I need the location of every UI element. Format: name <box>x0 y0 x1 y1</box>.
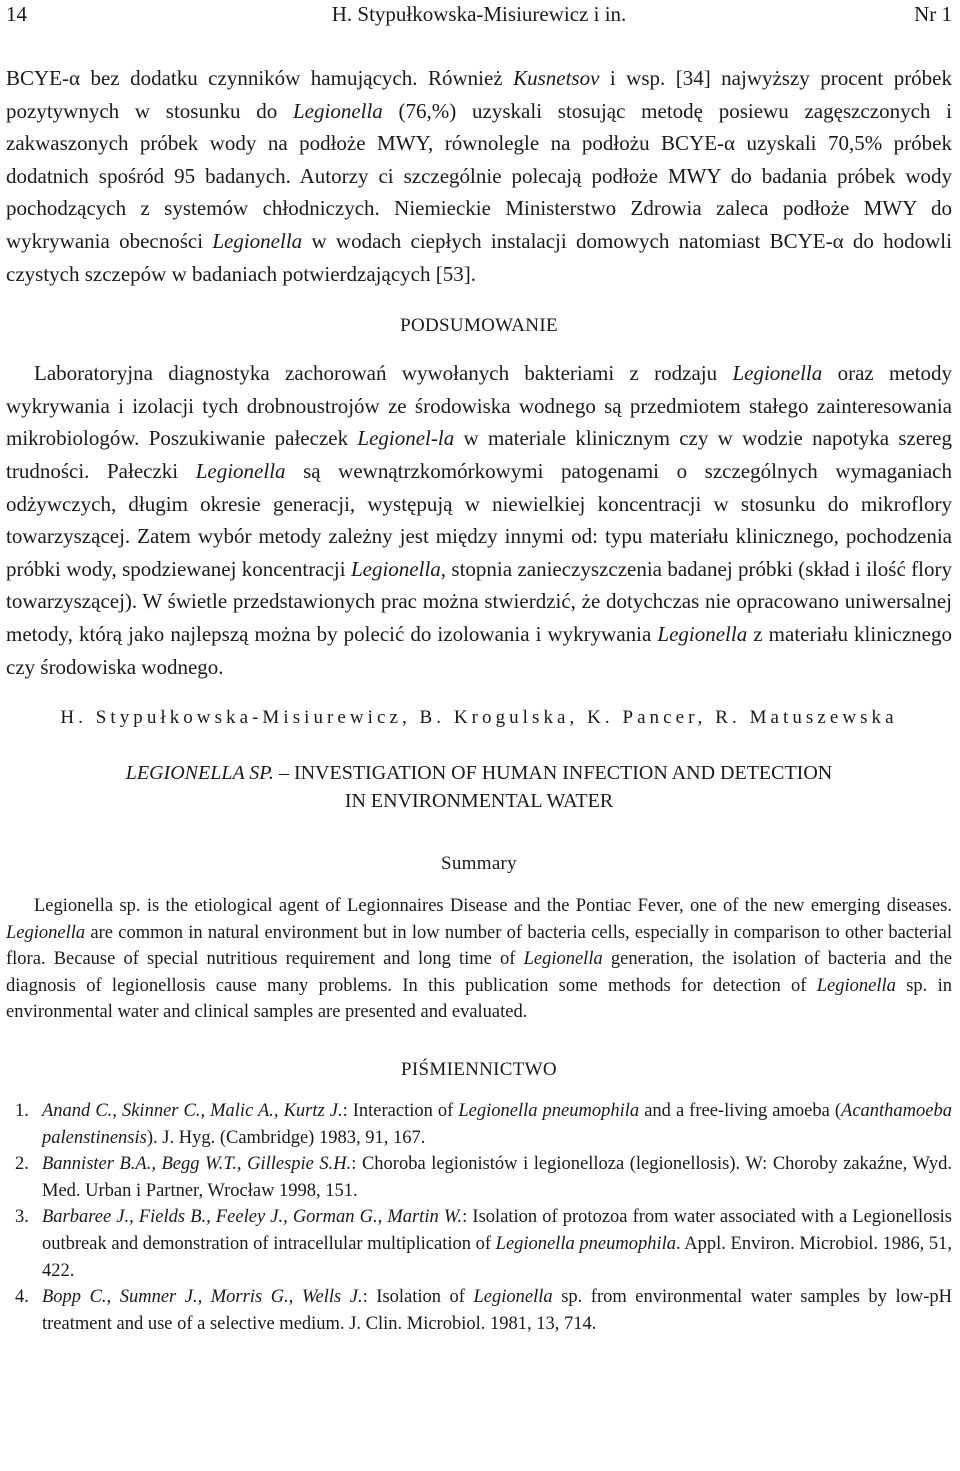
page-number: 14 <box>6 2 27 26</box>
article-body <box>6 62 952 1337</box>
paragraph-podsumowanie: Laboratoryjna diagnostyka zachorowań wywołanych bakteriami z rodzaju Legionella oraz metody wykrywania i izolacji tych drobnoustrojów ze środowiska wodnego są przedmiotem stałego zainteresowania mikrobiologów. Poszukiwanie pałeczek Legionel-la w materiale klinicznym czy w wodzie napotyka szereg trudności. Pałeczki Legionella są wewnątrzkomórkowymi patogenami o szczególnych wymaganiach odżywczych, długim okresie generacji, występują w niewielkiej koncentracji w stosunku do mikroflory towarzyszącej. Zatem wybór metody zależny jest między innymi od: typu materiału klinicznego, pochodzenia próbki wody, spodziewanej koncentracji Legionella, stopnia zanieczyszczenia badanej próbki (skład i ilość flory towarzyszącej). W świetle przedstawionych prac można stwierdzić, że dotychczas nie opracowano uniwersalnej metody, którą jako najlepszą można by polecić do izolowania i wykrywania Legionella z materiału klinicznego czy środowiska wodnego. <box>6 361 953 679</box>
reference-item: 2. Bannister B.A., Begg W.T., Gillespie S.H.: Choroba legionistów i legionelloza (legionellosis). W: Choroby zakaźne, Wyd. Med. Urban i Partner, Wrocław 1998, 151. <box>15 1154 952 1201</box>
english-authors: H. Stypułkowska-Misiurewicz, B. Krogulska, K. Pancer, R. Matuszewska <box>60 707 898 729</box>
summary-paragraph: Legionella sp. is the etiological agent of Legionnaires Disease and the Pontiac Fever, one of the new emerging diseases. Legionella are common in natural environment but in low number of bacteria cells, especially in comparison to other bacterial flora. Because of special nutritious requirement and long time of Legionella generation, the isolation of bacteria and the diagnosis of legionellosis cause many problems. In this publication some methods for detection of Legionella sp. in environmental water and clinical samples are presented and evaluated. <box>6 896 952 1023</box>
section-heading-podsumowanie: PODSUMOWANIE <box>400 315 558 337</box>
running-header <box>6 2 952 32</box>
reference-item: 1. Anand C., Skinner C., Malic A., Kurtz J.: Interaction of Legionella pneumophila and a free-living amoeba (Acanthamoeba palenstinensis). J. Hyg. (Cambridge) 1983, 91, 167. <box>15 1101 953 1148</box>
paragraph-continuation: BCYE-α bez dodatku czynników hamujących. Również Kusnetsov i wsp. [34] najwyższy procent próbek pozytywnych w stosunku do Legionella (76,%) uzyskali stosując metodę posiewu zagęszczonych i zakwaszonych próbek wody na podłoże MWY, równolegle na podłożu BCYE-α uzyskali 70,5% próbek dodatnich spośród 95 badanych. Autorzy ci szczególnie polecają podłoże MWY do badania próbek wody pochodzących z systemów chłodniczych. Niemieckie Ministerstwo Zdrowia zaleca podłoże MWY do wykrywania obecności Legionella w wodach ciepłych instalacji domowych natomiast BCYE-α do hodowli czystych szczepów w badaniach potwierdzających [53]. <box>6 66 953 286</box>
issue-number: Nr 1 <box>914 2 952 26</box>
references-heading: PIŚMIENNICTWO <box>401 1059 557 1081</box>
reference-list <box>6 1098 952 1337</box>
running-head-authors: H. Stypułkowska-Misiurewicz i in. <box>331 2 627 26</box>
english-title: LEGIONELLA SP. – INVESTIGATION OF HUMAN INFECTION AND DETECTION IN ENVIRONMENTAL WATER <box>125 762 833 813</box>
reference-item: 4. Bopp C., Sumner J., Morris G., Wells J.: Isolation of Legionella sp. from environmental water samples by low-pH treatment and use of a selective medium. J. Clin. Microbiol. 1981, 13, 714. <box>15 1287 952 1334</box>
summary-heading: Summary <box>441 853 517 875</box>
reference-item: 3. Barbaree J., Fields B., Feeley J., Gorman G., Martin W.: Isolation of protozoa from water associated with a Legionellosis outbreak and demonstration of intracellular multiplication of Legionella pneumophila. Appl. Environ. Microbiol. 1986, 51, 422. <box>15 1207 952 1281</box>
